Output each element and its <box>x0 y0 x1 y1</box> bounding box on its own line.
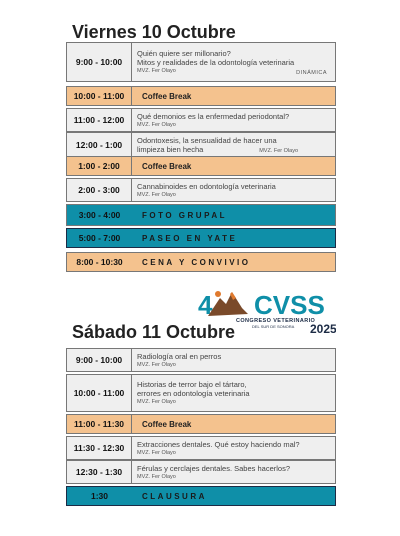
logo-year: 2025 <box>310 322 336 336</box>
talk-title: Qué demonios es la enfermedad periodontal? <box>137 111 290 121</box>
logo-number: 4 <box>198 290 213 320</box>
talk-title-line2: limpieza bien hecha <box>137 144 204 154</box>
schedule-row-break <box>66 156 336 176</box>
row-time: 10:00 - 11:00 <box>67 375 132 411</box>
row-time: 1:00 - 2:00 <box>67 157 132 175</box>
schedule-row <box>66 436 336 460</box>
event-label: CLAUSURA <box>142 491 207 501</box>
row-content <box>132 179 335 201</box>
schedule-row-cena <box>66 252 336 272</box>
schedule-row-break <box>66 86 336 106</box>
row-content <box>132 109 335 131</box>
talk-title-line2: errores en odontología veterinaria <box>137 389 250 398</box>
schedule-row <box>66 108 336 132</box>
logo-name: CVSS <box>254 290 325 320</box>
talk-title: Quién quiere ser millonario? <box>137 49 231 58</box>
row-time: 10:00 - 11:00 <box>67 87 132 105</box>
speaker: MVZ. Fer Olayo <box>137 473 176 480</box>
talk-title: Odontoxesis, la sensualidad de hacer una <box>137 135 277 145</box>
sun-icon <box>215 291 221 297</box>
event-label: PASEO EN YATE <box>142 233 238 243</box>
logo-subtitle2: DEL SUR DE SONORA <box>252 324 295 329</box>
talk-title-line2-wrap <box>137 145 330 155</box>
row-content <box>132 375 335 411</box>
row-time: 12:00 - 1:00 <box>67 133 132 157</box>
talk-title: Férulas y cerclajes dentales. Sabes hacerlos? <box>137 463 290 473</box>
friday-title: Viernes 10 Octubre <box>72 22 236 42</box>
schedule-row-paseo-yate <box>66 228 336 248</box>
row-time: 1:30 <box>90 491 108 501</box>
row-time: 11:00 - 12:00 <box>67 109 132 131</box>
speaker: MVZ. Fer Olayo <box>137 399 176 405</box>
row-time: 9:00 - 10:00 <box>67 43 132 81</box>
row-time: 11:00 - 11:30 <box>67 415 132 433</box>
row-time: 2:00 - 3:00 <box>67 179 132 201</box>
speaker: MVZ. Fer Olayo <box>137 361 176 368</box>
row-time: 5:00 - 7:00 <box>78 233 121 243</box>
session-tag: DINÁMICA <box>296 70 327 76</box>
break-label: Coffee Break <box>142 91 192 101</box>
talk-title: Radiología oral en perros <box>137 351 222 361</box>
row-time: 8:00 - 10:30 <box>76 257 123 267</box>
row-time: 9:00 - 10:00 <box>67 349 132 371</box>
speaker: MVZ. Fer Olayo <box>137 449 176 456</box>
row-time: 12:30 - 1:30 <box>67 461 132 483</box>
schedule-row <box>66 178 336 202</box>
talk-title-line2: Mitos y realidades de la odontología veterinaria <box>137 58 295 67</box>
talk-title: Cannabinoides en odontología veterinaria <box>137 181 276 191</box>
speaker: MVZ. Fer Olayo <box>137 121 176 128</box>
event-label: FOTO GRUPAL <box>142 210 227 220</box>
row-content <box>132 349 335 371</box>
talk-title: Extracciones dentales. Qué estoy haciendo mal? <box>137 439 300 449</box>
schedule-row-clausura <box>66 486 336 506</box>
speaker: MVZ. Fer Olayo <box>137 68 176 74</box>
schedule-row-break <box>66 414 336 434</box>
schedule-row <box>66 42 336 82</box>
event-label: CENA Y CONVIVIO <box>142 257 251 267</box>
schedule-row-foto-grupal <box>66 204 336 226</box>
break-label: Coffee Break <box>142 161 192 171</box>
talk-title: Historias de terror bajo el tártaro, <box>137 380 247 389</box>
schedule-row <box>66 132 336 158</box>
speaker: MVZ. Fer Olayo <box>137 191 176 198</box>
schedule-row <box>66 374 336 412</box>
schedule-row <box>66 348 336 372</box>
saturday-title: Sábado 11 Octubre <box>72 322 236 342</box>
mountain-icon <box>208 292 248 316</box>
row-content <box>132 43 335 81</box>
row-time: 3:00 - 4:00 <box>78 210 121 220</box>
schedule-row <box>66 460 336 484</box>
row-content <box>132 461 335 483</box>
speaker: MVZ. Fer Olayo <box>259 147 298 154</box>
row-content <box>132 133 335 157</box>
break-label: Coffee Break <box>142 419 192 429</box>
row-content <box>132 437 335 459</box>
logo-subtitle1: CONGRESO VETERINARIO <box>236 318 316 324</box>
row-time: 11:30 - 12:30 <box>67 437 132 459</box>
